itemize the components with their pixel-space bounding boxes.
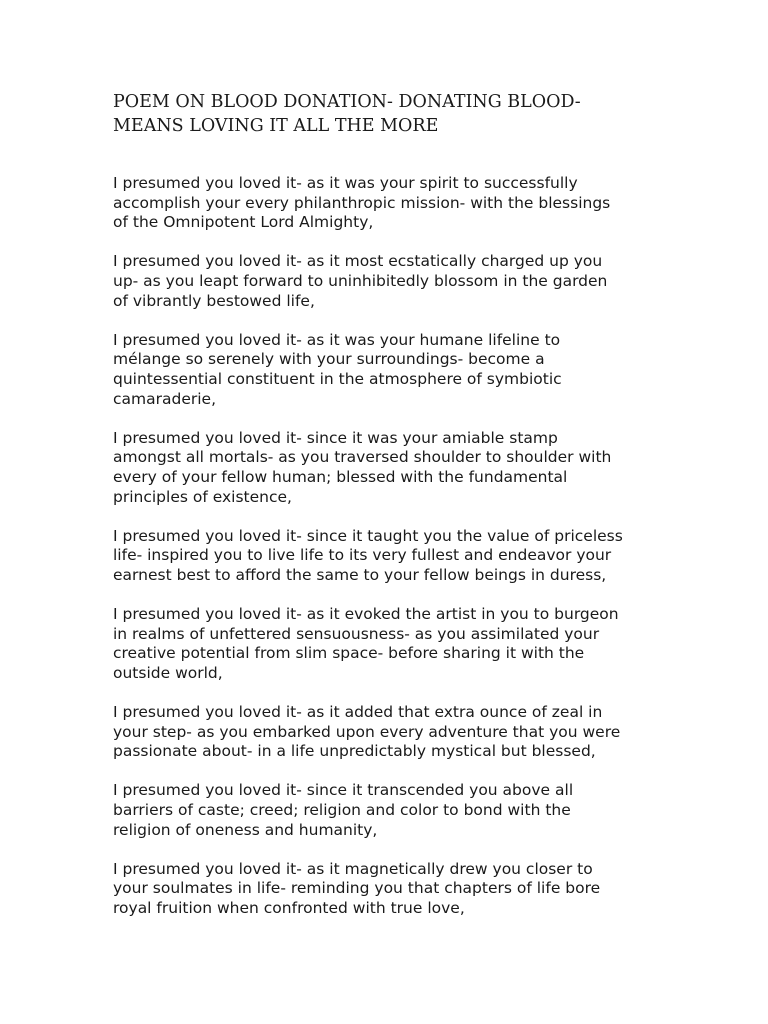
poem-body <box>113 174 673 919</box>
stanza: I presumed you loved it- since it was your amiable stamp amongst all mortals- as you traversed shoulder to shoulder with every of your fellow human; blessed with the fundamental principles of existence, <box>113 428 612 506</box>
stanza: I presumed you loved it- as it was your humane lifeline to mélange so serenely with your surroundings- become a quintessential constituent in the atmosphere of symbiotic camaraderie, <box>113 330 562 408</box>
poem-title: POEM ON BLOOD DONATION- DONATING BLOOD- MEANS LOVING IT ALL THE MORE <box>113 92 581 136</box>
stanza: I presumed you loved it- as it added that extra ounce of zeal in your step- as you embarked upon every adventure that you were passionate about- in a life unpredictably mystical but blessed, <box>113 703 621 761</box>
stanza: I presumed you loved it- since it transcended you above all barriers of caste; creed; religion and color to bond with the religion of oneness and humanity, <box>113 781 574 839</box>
stanza: I presumed you loved it- as it most ecstatically charged up you up- as you leapt forward to uninhibitedly blossom in the garden of vibrantly bestowed life, <box>113 252 608 310</box>
stanza: I presumed you loved it- as it magnetically drew you closer to your soulmates in life- reminding you that chapters of life bore royal fruition when confronted with true love, <box>113 859 601 917</box>
stanza: I presumed you loved it- since it taught you the value of priceless life- inspired you to live life to its very fullest and endeavor your earnest best to afford the same to your fellow beings in duress, <box>113 526 623 584</box>
stanza: I presumed you loved it- as it evoked the artist in you to burgeon in realms of unfettered sensuousness- as you assimilated your creative potential from slim space- before sharing it with the outside world, <box>113 605 619 682</box>
document-page <box>113 90 673 938</box>
stanza: I presumed you loved it- as it was your spirit to successfully accomplish your every philanthropic mission- with the blessings of the Omnipotent Lord Almighty, <box>113 174 611 232</box>
